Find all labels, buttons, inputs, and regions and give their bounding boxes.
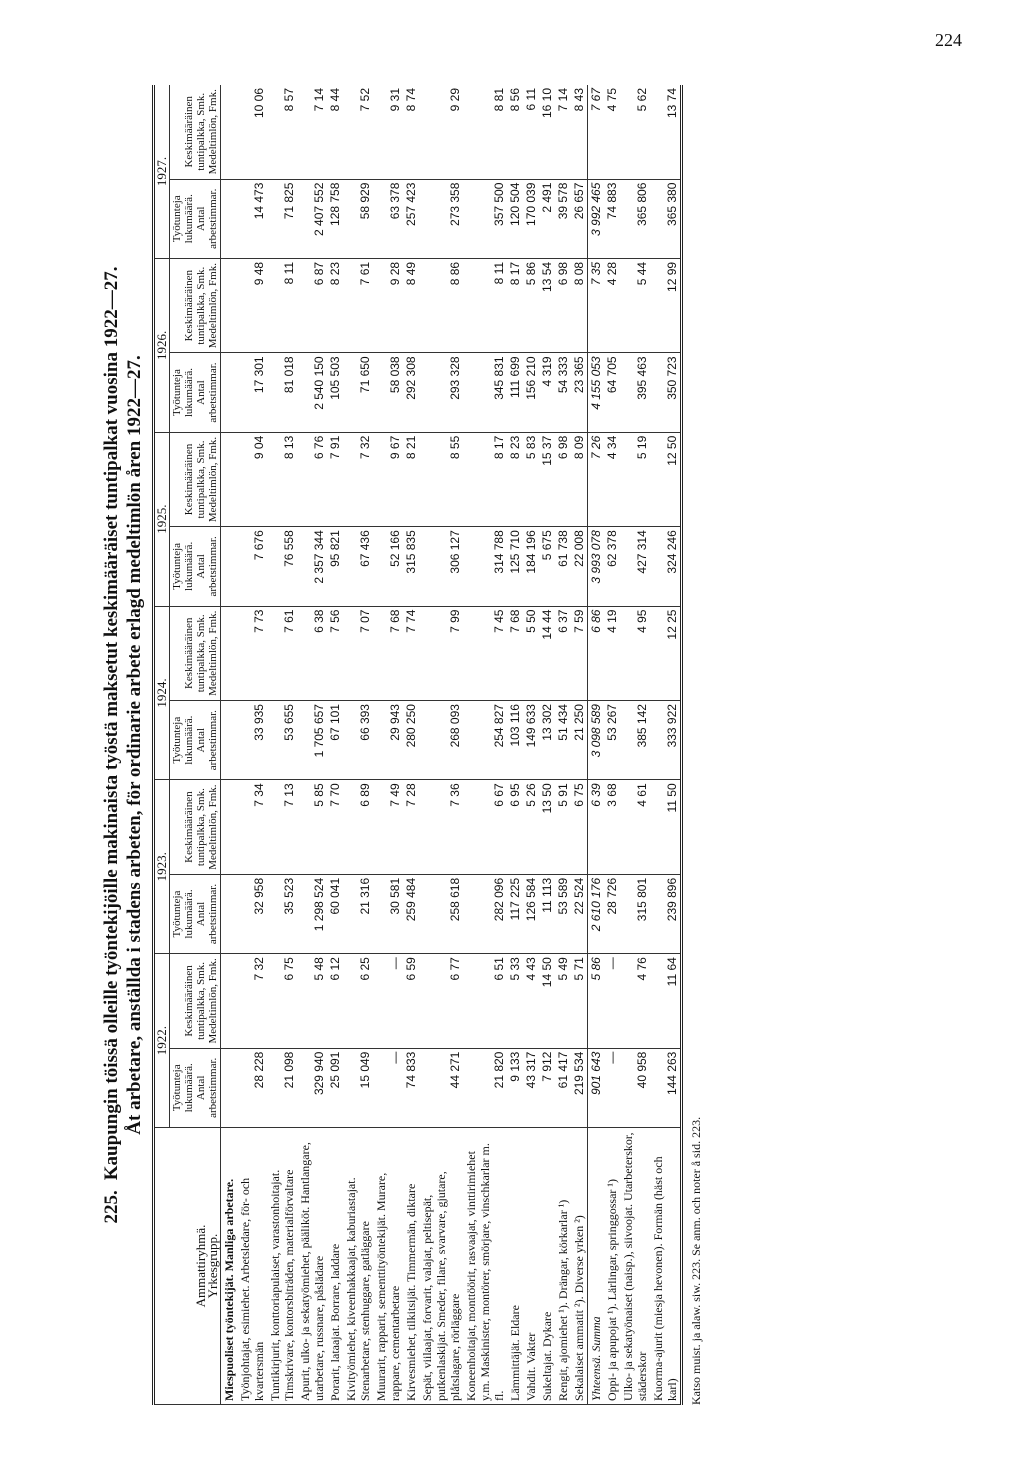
hours-cell: 40 958 [620,1048,650,1127]
hours-cell: 293 328 [419,353,463,432]
hours-cell: 71 650 [343,353,373,432]
year-header: 1925. [154,432,170,606]
hours-cell: 7 676 [237,527,267,606]
wage-cell: 9 31 [373,85,403,179]
hours-cell [221,874,238,953]
hours-cell: 39 578 [555,179,571,258]
row-label: Porarit, lataajat. Borrare, laddare [327,1128,343,1405]
table-title [100,85,124,1405]
wage-cell: 8 11 [267,258,297,352]
wage-cell: 9 67 [373,432,403,526]
wage-cell: 11 50 [650,780,682,874]
wage-cell: 10 06 [237,85,267,179]
hours-cell: 257 423 [403,179,419,258]
wage-cell: 8 09 [571,432,588,526]
wage-col-header: Keskimääräinen tuntipalkka, Smk. Medeltimlön, Fmk. [170,85,221,179]
hours-cell: 62 378 [604,527,620,606]
wage-cell: 5 19 [620,432,650,526]
hours-cell: 7 912 [539,1048,555,1127]
wage-cell: 8 08 [571,258,588,352]
wage-cell: 7 61 [343,258,373,352]
table-row [237,85,267,1405]
wage-cell: 7 59 [571,606,588,700]
hours-cell: 58 038 [373,353,403,432]
hours-cell: 26 657 [571,179,588,258]
hours-cell: 28 726 [604,874,620,953]
hours-cell: 71 825 [267,179,297,258]
hours-cell: 111 699 [507,353,523,432]
hours-cell: 1 298 524 [297,874,327,953]
wage-cell: 5 71 [571,954,588,1048]
hours-cell: 67 436 [343,527,373,606]
wage-col-header: Keskimääräinen tuntipalkka, Smk. Medeltimlön, Fmk. [170,780,221,874]
hours-cell: 81 018 [267,353,297,432]
wage-cell: 4 61 [620,780,650,874]
row-label: Yhteensä. Summa [588,1128,605,1405]
wage-cell: 7 45 [463,606,507,700]
hours-col-header: Työtunteja lukumäärä. Antal arbetstimmar. [170,353,221,432]
wage-cell: 8 23 [327,258,343,352]
row-label: Koneenhoitajat, monttöörit, rasvaajat, vinttirimiehet y.m. Maskinister, montörer, smörjare, vinschkarlar m. fl. [463,1128,507,1405]
hours-cell: 64 705 [604,353,620,432]
wage-cell: 6 51 [463,954,507,1048]
hours-cell: 306 127 [419,527,463,606]
year-header: 1926. [154,258,170,432]
footnote: Katso muist. ja alaw. siw. 223. Se anm. och noter å sid. 223. [689,1116,703,1405]
hours-col-header: Työtunteja lukumäärä. Antal arbetstimmar. [170,874,221,953]
wage-cell: 8 43 [571,85,588,179]
wage-cell: 7 91 [327,432,343,526]
hours-cell: 3 992 465 [588,179,605,258]
hours-col-header: Työtunteja lukumäärä. Antal arbetstimmar. [170,179,221,258]
occupation-header [154,1128,221,1405]
hours-cell: 901 643 [588,1048,605,1127]
hours-cell: 22 008 [571,527,588,606]
hours-col-header: Työtunteja lukumäärä. Antal arbetstimmar. [170,1048,221,1127]
hours-cell: 156 210 [523,353,539,432]
hours-cell: — [604,1048,620,1127]
hours-cell: 427 314 [620,527,650,606]
wage-table [152,85,683,1405]
wage-cell [221,780,238,874]
row-label: Miespuoliset työntekijät. Manliga arbetare. [221,1128,238,1405]
wage-cell: 7 34 [237,780,267,874]
table-row [650,85,682,1405]
hours-cell: 259 484 [403,874,419,953]
hours-cell: 21 098 [267,1048,297,1127]
table-subtitle: Åt arbetare, anställda i stadens arbeten, för ordinarie arbete erlagd medeltimlön åren 1922—27. [124,355,145,1135]
wage-cell: 13 74 [650,85,682,179]
table-row [267,85,297,1405]
wage-cell: 6 95 [507,780,523,874]
hours-cell: 60 041 [327,874,343,953]
wage-cell: 8 49 [403,258,419,352]
wage-cell: 6 75 [571,780,588,874]
hours-cell: 126 584 [523,874,539,953]
wage-cell: 7 35 [588,258,605,352]
hours-cell: 54 333 [555,353,571,432]
hours-cell: 2 610 176 [588,874,605,953]
hours-cell: 315 835 [403,527,419,606]
wage-cell: 8 17 [463,432,507,526]
hours-cell: 105 503 [327,353,343,432]
hours-cell: 128 758 [327,179,343,258]
wage-cell: 7 49 [373,780,403,874]
table-row [588,85,605,1405]
occupation-header-sv: Yrkesgrupp. [205,1233,220,1299]
row-label: Sekalaiset ammatit ²). Diverse yrken ²) [571,1128,588,1405]
wage-cell: 7 68 [507,606,523,700]
wage-cell: 9 48 [237,258,267,352]
wage-cell: 6 25 [343,954,373,1048]
table-title-text: Kaupungin töissä olleille työntekijöille makinaista työstä maksetut keskimääräiset tuntipalkat vuosina 1922—27. [101,266,122,1181]
hours-cell: 314 788 [463,527,507,606]
hours-cell: — [373,1048,403,1127]
wage-cell: 6 39 [588,780,605,874]
wage-cell: 8 17 [507,258,523,352]
wage-cell [221,606,238,700]
hours-cell: 53 267 [604,701,620,780]
wage-cell: 5 48 [297,954,327,1048]
wage-col-header: Keskimääräinen tuntipalkka, Smk. Medeltimlön, Fmk. [170,432,221,526]
wage-cell: 7 52 [343,85,373,179]
wage-cell: 6 89 [343,780,373,874]
wage-cell: 11 64 [650,954,682,1048]
wage-cell: 4 28 [604,258,620,352]
hours-cell: 385 142 [620,701,650,780]
wage-col-header: Keskimääräinen tuntipalkka, Smk. Medeltimlön, Fmk. [170,258,221,352]
wage-cell [221,258,238,352]
hours-cell: 21 250 [571,701,588,780]
hours-cell [221,179,238,258]
table-number: 225. [101,1190,122,1224]
wage-cell: 15 37 [539,432,555,526]
wage-cell: 6 98 [555,258,571,352]
table-row [555,85,571,1405]
hours-cell [221,353,238,432]
hours-cell: 95 821 [327,527,343,606]
hours-cell: 33 935 [237,701,267,780]
wage-cell: 7 56 [327,606,343,700]
hours-cell: 149 633 [523,701,539,780]
wage-cell: 6 87 [297,258,327,352]
hours-cell: 345 831 [463,353,507,432]
wage-cell: 9 28 [373,258,403,352]
wage-cell: 6 12 [327,954,343,1048]
hours-cell: 258 618 [419,874,463,953]
hours-cell: 103 116 [507,701,523,780]
wage-cell: 5 85 [297,780,327,874]
wage-col-header: Keskimääräinen tuntipalkka, Smk. Medeltimlön, Fmk. [170,606,221,700]
hours-cell: 144 263 [650,1048,682,1127]
wage-cell: 5 44 [620,258,650,352]
page-number: 224 [935,30,962,50]
hours-cell: 74 883 [604,179,620,258]
wage-cell: 8 44 [327,85,343,179]
hours-cell: 219 534 [571,1048,588,1127]
hours-cell: 61 738 [555,527,571,606]
table-row [620,85,650,1405]
wage-cell: 7 13 [267,780,297,874]
hours-cell [221,1048,238,1127]
wage-cell: 5 33 [507,954,523,1048]
hours-cell: 13 302 [539,701,555,780]
hours-col-header: Työtunteja lukumäärä. Antal arbetstimmar. [170,527,221,606]
wage-cell: 4 95 [620,606,650,700]
row-label: Sukeltajat. Dykare [539,1128,555,1405]
wage-cell [221,432,238,526]
hours-cell: 35 523 [267,874,297,953]
wage-cell: 7 36 [419,780,463,874]
hours-cell: 43 317 [523,1048,539,1127]
row-label: Apurit, ulko- ja sekatyömiehet, pääliköt. Hantlangare, utarbetare, russnare, påslädare [297,1128,327,1405]
row-label: Kivityömiehet, kiveenhakkaajat, kaburiastajat. Stenarbetare, stenhuggare, gatläggare [343,1128,373,1405]
year-header: 1922. [154,954,170,1128]
hours-cell: 23 365 [571,353,588,432]
wage-cell: 12 50 [650,432,682,526]
table-row [507,85,523,1405]
hours-cell: 2 357 344 [297,527,327,606]
hours-cell: 333 922 [650,701,682,780]
wage-cell: 5 49 [555,954,571,1048]
wage-cell: 7 14 [555,85,571,179]
row-label: Ulko- ja sekatyönaiset (naisp.), siivoojat. Utarbeterskor, städerskor [620,1128,650,1405]
wage-cell: 7 70 [327,780,343,874]
wage-cell: 5 50 [523,606,539,700]
wage-cell: — [373,954,403,1048]
hours-cell: 170 039 [523,179,539,258]
hours-cell: 67 101 [327,701,343,780]
wage-cell: 5 86 [523,258,539,352]
wage-cell: 6 86 [588,606,605,700]
hours-cell: 21 820 [463,1048,507,1127]
hours-cell: 280 250 [403,701,419,780]
wage-cell: 6 75 [267,954,297,1048]
hours-cell: 30 581 [373,874,403,953]
wage-cell: 8 56 [507,85,523,179]
hours-cell: 268 093 [419,701,463,780]
hours-cell: 66 393 [343,701,373,780]
table-row [463,85,507,1405]
row-label: Rengit, ajomiehet ¹). Drängar, körkarlar ¹) [555,1128,571,1405]
row-label: Sepät, viilaajat, forvarit, valajat, peltisepät, putkenlaskijat. Smeder, filare, svarvare, gjutare, plåtslagare, rörläggare [419,1128,463,1405]
hours-cell: 76 558 [267,527,297,606]
wage-cell: 5 86 [588,954,605,1048]
wage-cell: 7 07 [343,606,373,700]
occupation-header-fi: Ammattiryhmä. [193,1224,208,1308]
table-row [343,85,373,1405]
hours-cell: 2 491 [539,179,555,258]
wage-cell: 5 91 [555,780,571,874]
hours-cell: 365 806 [620,179,650,258]
wage-cell: 7 14 [297,85,327,179]
wage-cell: 6 67 [463,780,507,874]
hours-cell: 22 524 [571,874,588,953]
wage-cell: 8 81 [463,85,507,179]
wage-cell: 6 77 [419,954,463,1048]
row-label: Vahdit. Vakter [523,1128,539,1405]
hours-cell: 184 196 [523,527,539,606]
hours-cell: 21 316 [343,874,373,953]
wage-cell: — [604,954,620,1048]
hours-cell: 15 049 [343,1048,373,1127]
hours-cell: 28 228 [237,1048,267,1127]
wage-cell: 14 50 [539,954,555,1048]
wage-cell: 7 28 [403,780,419,874]
hours-cell: 5 675 [539,527,555,606]
hours-cell: 2 407 552 [297,179,327,258]
wage-cell: 4 43 [523,954,539,1048]
table-body [221,85,682,1405]
wage-cell: 12 99 [650,258,682,352]
wage-cell: 6 38 [297,606,327,700]
hours-cell: 395 463 [620,353,650,432]
hours-cell: 315 801 [620,874,650,953]
hours-cell: 63 378 [373,179,403,258]
hours-cell: 350 723 [650,353,682,432]
table-row [419,85,463,1405]
year-header: 1923. [154,780,170,954]
wage-cell: 5 83 [523,432,539,526]
wage-cell: 7 68 [373,606,403,700]
wage-col-header: Keskimääräinen tuntipalkka, Smk. Medeltimlön, Fmk. [170,954,221,1048]
wage-cell: 7 32 [343,432,373,526]
table-row [221,85,238,1405]
hours-cell: 239 896 [650,874,682,953]
row-label: Tuntikirjurit, konttoriapulaiset, varastonhoitajat. Timskrivare, kontorsbiträden, materialförvaltare [267,1128,297,1405]
table-row [327,85,343,1405]
wage-cell: 14 44 [539,606,555,700]
table-row [539,85,555,1405]
wage-cell: 9 04 [237,432,267,526]
wage-cell: 9 29 [419,85,463,179]
wage-cell: 6 11 [523,85,539,179]
wage-cell: 4 75 [604,85,620,179]
wage-cell: 5 26 [523,780,539,874]
hours-cell: 365 380 [650,179,682,258]
hours-cell: 357 500 [463,179,507,258]
hours-cell: 51 434 [555,701,571,780]
hours-cell: 11 113 [539,874,555,953]
hours-cell: 61 417 [555,1048,571,1127]
hours-cell: 53 655 [267,701,297,780]
hours-cell: 282 096 [463,874,507,953]
row-label: Kirvesmiehet, tilkitsijät. Timmermän, diktare [403,1128,419,1405]
row-label: Muurarit, rapparit, sementtityöntekijät. Murare, rappare, cementarbetare [373,1128,403,1405]
year-header: 1927. [154,85,170,258]
wage-cell: 8 74 [403,85,419,179]
rotated-table-page [100,85,920,1405]
wage-cell: 7 74 [403,606,419,700]
hours-cell: 53 589 [555,874,571,953]
hours-cell [221,527,238,606]
wage-cell: 8 23 [507,432,523,526]
wage-cell: 4 19 [604,606,620,700]
table-row [297,85,327,1405]
wage-cell: 7 61 [267,606,297,700]
table-row [604,85,620,1405]
hours-cell: 125 710 [507,527,523,606]
wage-cell: 4 76 [620,954,650,1048]
row-label: Oppi- ja apupojat ¹). Lärlingar, springgossar ¹) [604,1128,620,1405]
wage-cell: 7 73 [237,606,267,700]
wage-cell: 5 62 [620,85,650,179]
table-row [523,85,539,1405]
table-row [373,85,403,1405]
hours-cell: 120 504 [507,179,523,258]
wage-cell: 16 10 [539,85,555,179]
hours-cell: 74 833 [403,1048,419,1127]
wage-cell [221,954,238,1048]
hours-cell [221,701,238,780]
hours-cell: 329 940 [297,1048,327,1127]
hours-cell: 17 301 [237,353,267,432]
table-row [571,85,588,1405]
wage-cell: 12 25 [650,606,682,700]
wage-cell: 6 59 [403,954,419,1048]
year-header: 1924. [154,606,170,780]
hours-cell: 273 358 [419,179,463,258]
hours-cell: 25 091 [327,1048,343,1127]
wage-cell [221,85,238,179]
wage-cell: 6 76 [297,432,327,526]
row-label: Työnjohtajat, esimiehet. Arbetsledare, för- och kvartersmän [237,1128,267,1405]
hours-cell: 9 133 [507,1048,523,1127]
hours-cell: 4 155 053 [588,353,605,432]
wage-cell: 13 54 [539,258,555,352]
hours-col-header: Työtunteja lukumäärä. Antal arbetstimmar. [170,701,221,780]
hours-cell: 4 319 [539,353,555,432]
wage-cell: 4 34 [604,432,620,526]
wage-cell: 8 11 [463,258,507,352]
hours-cell: 1 705 657 [297,701,327,780]
wage-cell: 8 57 [267,85,297,179]
wage-cell: 13 50 [539,780,555,874]
wage-cell: 8 21 [403,432,419,526]
row-label: Kuorma-ajurit (miesja hevonen). Formän (häst och karl) [650,1128,682,1405]
hours-cell: 58 929 [343,179,373,258]
wage-cell: 6 37 [555,606,571,700]
hours-cell: 14 473 [237,179,267,258]
wage-cell: 6 98 [555,432,571,526]
wage-cell: 8 55 [419,432,463,526]
hours-cell: 117 225 [507,874,523,953]
hours-cell: 3 098 589 [588,701,605,780]
hours-cell: 254 827 [463,701,507,780]
hours-cell: 324 246 [650,527,682,606]
wage-cell: 8 86 [419,258,463,352]
wage-cell: 7 26 [588,432,605,526]
wage-cell: 7 32 [237,954,267,1048]
hours-cell: 29 943 [373,701,403,780]
table-row [403,85,419,1405]
wage-cell: 7 67 [588,85,605,179]
hours-cell: 3 993 078 [588,527,605,606]
wage-cell: 8 13 [267,432,297,526]
hours-cell: 52 166 [373,527,403,606]
wage-cell: 7 99 [419,606,463,700]
row-label: Lämmittäjät. Eldare [507,1128,523,1405]
wage-cell: 3 68 [604,780,620,874]
hours-cell: 32 958 [237,874,267,953]
hours-cell: 44 271 [419,1048,463,1127]
hours-cell: 2 540 150 [297,353,327,432]
hours-cell: 292 308 [403,353,419,432]
